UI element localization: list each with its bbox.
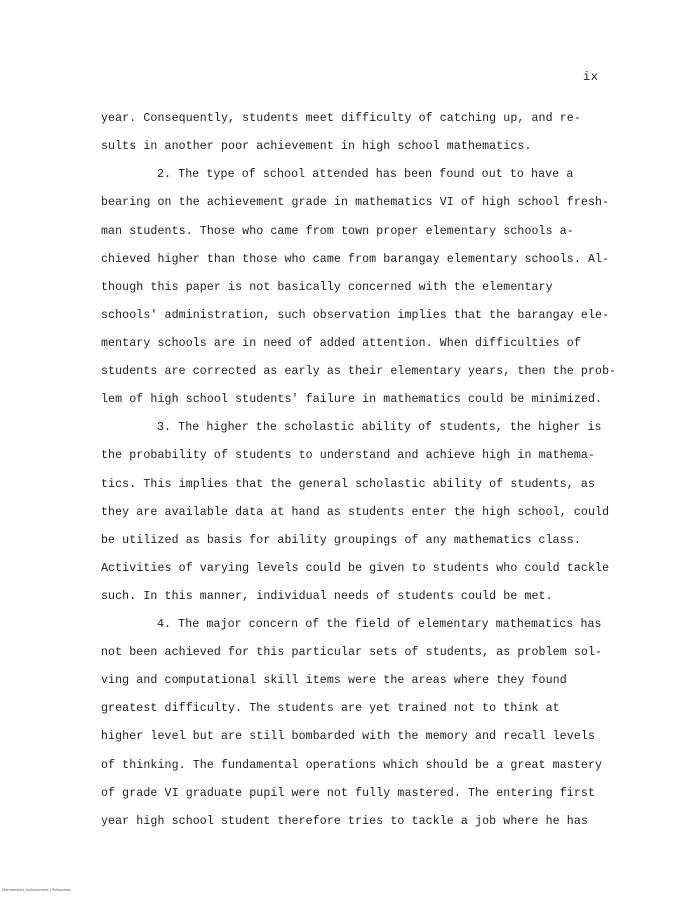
page-number: ix — [583, 70, 599, 84]
text-line: they are available data at hand as students enter the high school, could — [101, 506, 610, 519]
paragraph-start-line: 3. The higher the scholastic ability of students, the higher is — [157, 421, 602, 434]
text-line: chieved higher than those who came from barangay elementary schools. Al- — [101, 253, 610, 266]
text-line: lem of high school students' failure in mathematics could be minimized. — [101, 393, 603, 406]
text-line: of thinking. The fundamental operations which should be a great mastery — [101, 759, 603, 772]
text-line: tics. This implies that the general scholastic ability of students, as — [101, 478, 596, 491]
text-line: sults in another poor achievement in high school mathematics. — [101, 140, 532, 153]
text-line: students are corrected as early as their elementary years, then the prob- — [101, 365, 617, 378]
text-line: Activities of varying levels could be given to students who could tackle — [101, 562, 610, 575]
text-line: be utilized as basis for ability groupings of any mathematics class. — [101, 534, 581, 547]
text-line: the probability of students to understand and achieve high in mathema- — [101, 449, 596, 462]
text-line: bearing on the achievement grade in mathematics VI of high school fresh- — [101, 196, 610, 209]
text-line: year. Consequently, students meet difficulty of catching up, and re- — [101, 112, 581, 125]
text-line: higher level but are still bombarded with the memory and recall levels — [101, 730, 596, 743]
footer-stamp: Mathematics Achievement | Philippines — [2, 888, 71, 892]
text-line: year high school student therefore tries to tackle a job where he has — [101, 815, 588, 828]
text-line: such. In this manner, individual needs of students could be met. — [101, 590, 553, 603]
text-line: schools' administration, such observation implies that the barangay ele- — [101, 309, 610, 322]
text-line: mentary schools are in need of added attention. When difficulties of — [101, 337, 581, 350]
text-line: not been achieved for this particular sets of students, as problem sol- — [101, 646, 603, 659]
paragraph-start-line: 2. The type of school attended has been found out to have a — [157, 168, 574, 181]
text-line: of grade VI graduate pupil were not fully mastered. The entering first — [101, 787, 596, 800]
text-line: ving and computational skill items were the areas where they found — [101, 674, 567, 687]
paragraph-start-line: 4. The major concern of the field of elementary mathematics has — [157, 618, 602, 631]
text-line: greatest difficulty. The students are yet trained not to think at — [101, 702, 560, 715]
text-line: though this paper is not basically concerned with the elementary — [101, 281, 553, 294]
text-line: man students. Those who came from town proper elementary schools a- — [101, 225, 574, 238]
